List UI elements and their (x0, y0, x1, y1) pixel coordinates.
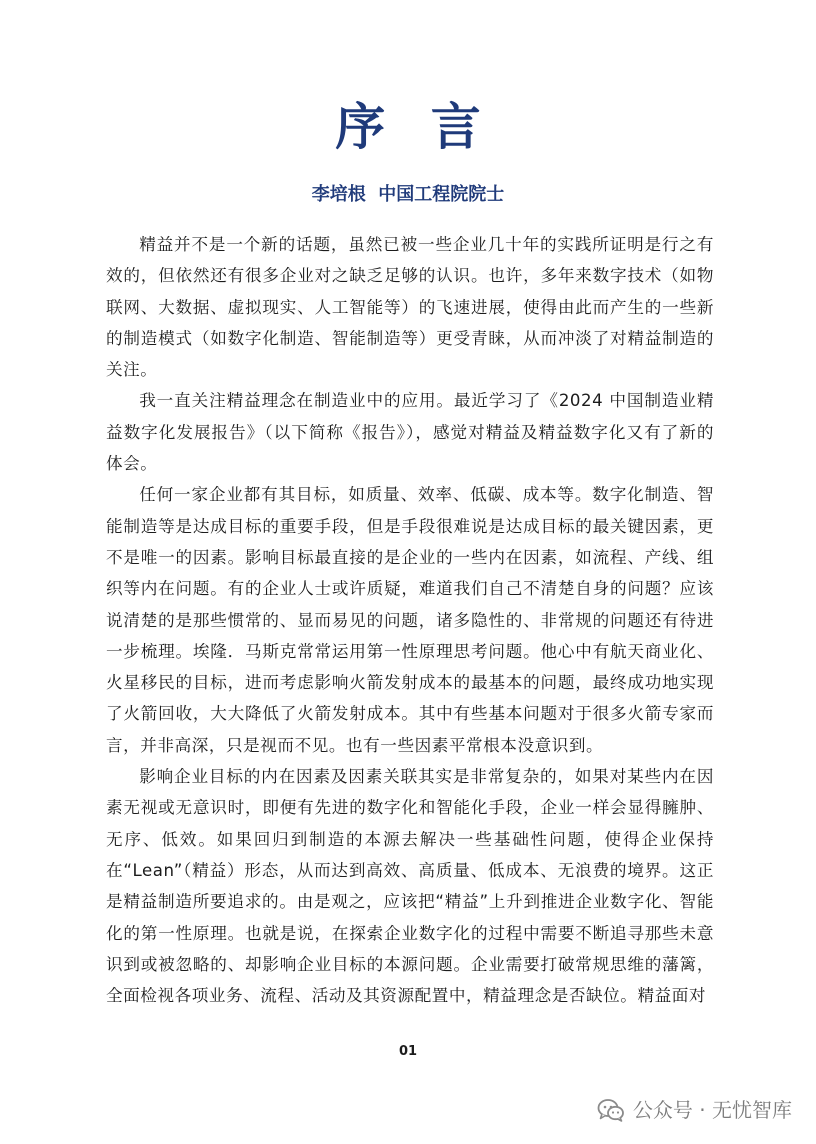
paragraph: 精益并不是一个新的话题，虽然已被一些企业几十年的实践所证明是行之有效的，但依然还有很多企业对之缺乏足够的认识。也许，多年来数字技术（如物联网、大数据、虚拟现实、人工智能等）的飞速进展，使得由此而产生的一些新的制造模式（如数字化制造、智能制造等）更受青睐，从而冲淡了对精益制造的关注。 (106, 235, 714, 380)
preface-body (106, 229, 714, 1029)
paragraph: 我一直关注精益理念在制造业中的应用。最近学习了《2024 中国制造业精益数字化发展报告》（以下简称《报告》），感觉对精益及精益数字化又有了新的体会。 (106, 391, 714, 474)
wechat-icon (597, 1098, 625, 1122)
watermark-text: 公众号 · 无忧智库 (632, 1098, 792, 1122)
page-title: 序 言 (335, 98, 495, 156)
author-line: 李培根 中国工程院院士 (311, 184, 505, 205)
paragraph: 影响企业目标的内在因素及因素关联其实是非常复杂的，如果对某些内在因素无视或无意识时，即便有先进的数字化和智能化手段，企业一样会显得臃肿、无序、低效。如果回归到制造的本源去解决一些基础性问题，使得企业保持在“Lean”（精益）形态，从而达到高效、高质量、低成本、无浪费的境界。这正是精益制造所要追求的。由是观之，应该把“精益”上升到推进企业数字化、智能化的第一性原理。也就是说，在探索企业数字化的过程中需要不断追寻那些未意识到或被忽略的、却影响企业目标的本源问题。企业需要打破常规思维的藩篱，全面检视各项业务、流程、活动及其资源配置中，精益理念是否缺位。精益面对 (106, 767, 714, 1006)
page-number: 01 (398, 1044, 418, 1059)
watermark (597, 1096, 792, 1124)
paragraph: 任何一家企业都有其目标，如质量、效率、低碳、成本等。数字化制造、智能制造等是达成目标的重要手段，但是手段很难说是达成目标的最关键因素，更不是唯一的因素。影响目标最直接的是企业的一些内在因素，如流程、产线、组织等内在问题。有的企业人士或许质疑，难道我们自己不清楚自身的问题？应该说清楚的是那些惯常的、显而易见的问题，诸多隐性的、非常规的问题还有待进一步梳理。埃隆．马斯克常常运用第一性原理思考问题。他心中有航天商业化、火星移民的目标，进而考虑影响火箭发射成本的最基本的问题，最终成功地实现了火箭回收，大大降低了火箭发射成本。其中有些基本问题对于很多火箭专家而言，并非高深，只是视而不见。也有一些因素平常根本没意识到。 (106, 485, 714, 755)
